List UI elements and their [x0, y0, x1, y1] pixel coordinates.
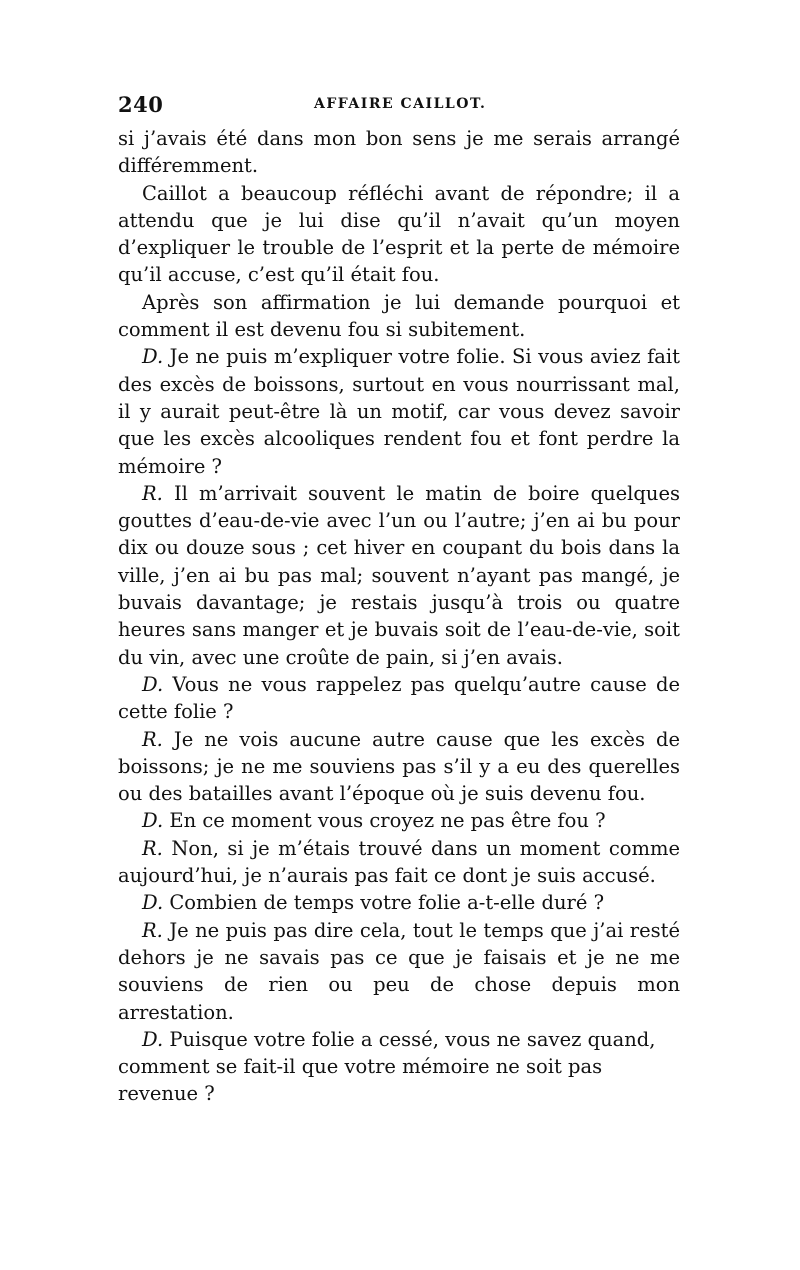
page-number: 240: [118, 92, 164, 117]
speaker-label: R.: [142, 481, 163, 505]
speaker-label: D.: [142, 809, 164, 833]
paragraph-text: Caillot a beaucoup réfléchi avant de répondre; il a attendu que je lui dise qu’il n’avait qu’un moyen d’expliquer le trouble de l’esprit et la perte de mémoire qu’il accuse, c’est qu’il était fou.: [118, 181, 680, 287]
paragraph-text: Non, si je m’étais trouvé dans un moment comme aujourd’hui, je n’aurais pas fait ce dont je suis accusé.: [118, 836, 680, 888]
speaker-label: R.: [142, 918, 163, 942]
paragraph-text: Je ne puis pas dire cela, tout le temps que j’ai resté dehors je ne savais pas ce que je faisais et je ne me souviens de rien ou peu de chose depuis mon arrestation.: [118, 918, 681, 1024]
speaker-label: D.: [142, 891, 164, 915]
speaker-label: R.: [142, 836, 163, 860]
paragraph: [118, 125, 680, 180]
dialogue-answer: [118, 917, 680, 1026]
body-text: [118, 125, 680, 1108]
dialogue-question: [118, 807, 680, 834]
paragraph-text: Je ne vois aucune autre cause que les excès de boissons; je ne me souviens pas s’il y a eu des querelles ou des batailles avant l’époque où je suis devenu fou.: [118, 727, 680, 806]
dialogue-question: [118, 889, 680, 916]
paragraph: [118, 289, 680, 344]
running-title: AFFAIRE CAILLOT.: [314, 96, 487, 112]
page-header: [118, 92, 678, 122]
speaker-label: D.: [142, 1027, 164, 1051]
paragraph-text: Après son affirmation je lui demande pourquoi et comment il est devenu fou si subitement.: [118, 290, 680, 342]
dialogue-answer: [118, 835, 680, 890]
paragraph: [118, 180, 680, 289]
paragraph-text: Combien de temps votre folie a-t-elle duré ?: [169, 891, 605, 915]
dialogue-question: [118, 671, 680, 726]
paragraph-text: Puisque votre folie a cessé, vous ne savez quand, comment se fait-il que votre mémoire ne soit pas revenue ?: [118, 1027, 656, 1106]
dialogue-answer: [118, 726, 680, 808]
speaker-label: D.: [142, 345, 164, 369]
paragraph-text: Il m’arrivait souvent le matin de boire quelques gouttes d’eau-de-vie avec l’un ou l’autre; j’en ai bu pour dix ou douze sous ; cet hiver en coupant du bois dans la ville, j’en ai bu pas mal; souvent n’ayant pas mangé, je buvais davantage; je restais jusqu’à trois ou quatre heures sans manger et je buvais soit de l’eau-de-vie, soit du vin, avec une croûte de pain, si j’en avais.: [118, 481, 680, 669]
paragraph-text: Vous ne vous rappelez pas quelqu’autre cause de cette folie ?: [118, 672, 680, 724]
paragraph-text: si j’avais été dans mon bon sens je me serais arrangé différemment.: [118, 127, 680, 178]
speaker-label: R.: [142, 727, 163, 751]
speaker-label: D.: [142, 672, 164, 696]
paragraph-text: En ce moment vous croyez ne pas être fou ?: [169, 809, 606, 833]
dialogue-question: [118, 1026, 680, 1108]
paragraph-text: Je ne puis m’expliquer votre folie. Si vous aviez fait des excès de boissons, surtout en vous nourrissant mal, il y aurait peut-être là un motif, car vous devez savoir que les excès alcooliques rendent fou et font perdre la mémoire ?: [118, 345, 681, 478]
dialogue-question: [118, 343, 680, 479]
dialogue-answer: [118, 480, 680, 671]
